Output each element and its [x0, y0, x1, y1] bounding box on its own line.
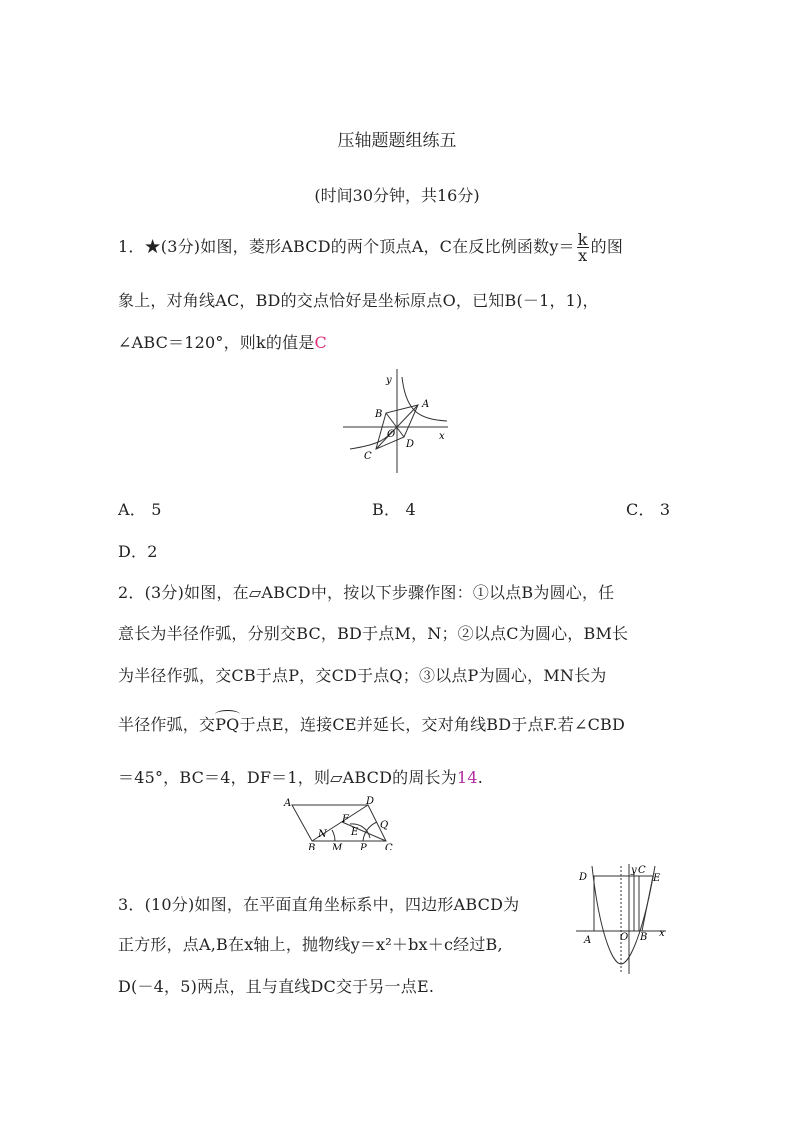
- q3-fig-c: C: [638, 865, 646, 876]
- q1-line1: [118, 232, 623, 263]
- q2-fig-c: C: [385, 843, 393, 850]
- q2-answer: 14: [456, 768, 478, 787]
- q1-option-d: D．2: [118, 542, 158, 561]
- q3-fig-a: A: [584, 935, 592, 946]
- q1-line3: [118, 330, 327, 353]
- q1-fig-o: O: [387, 429, 396, 440]
- q2-figure: [280, 794, 400, 850]
- q1-text-a: 1．★(3分)如图，菱形ABCD的两个顶点A，C在反比例函数y＝: [118, 237, 575, 256]
- q1-fig-a: A: [422, 399, 430, 410]
- q1-text-b: 的图: [590, 237, 624, 256]
- q2-line4-a: 半径作弧，交: [118, 715, 216, 734]
- q1-answer: C: [314, 333, 327, 352]
- q1-fig-x-label: x: [439, 431, 445, 442]
- q2-fig-e: E: [351, 827, 359, 838]
- q1-fig-d: D: [406, 439, 415, 450]
- q1-frac-den: x: [578, 246, 588, 265]
- q3-line1: 3．(10分)如图，在平面直角坐标系中，四边形ABCD为: [118, 895, 520, 914]
- q2-line2: 意长为半径作弧，分别交BC，BD于点M，N；②以点C为圆心，BM长: [118, 624, 629, 643]
- q2-arc-pq: PQ: [215, 715, 240, 734]
- q3-line3: D(－4，5)两点，且与直线DC交于另一点E.: [118, 977, 435, 996]
- q1-fig-c: C: [364, 451, 372, 462]
- q2-arc-mn: [332, 830, 335, 841]
- page-title: 压轴题题组练五: [337, 131, 457, 151]
- q2-fig-q: Q: [380, 820, 389, 831]
- q2-line4-b: 于点E，连接CE并延长，交对角线BD于点F.若∠CBD: [239, 715, 626, 734]
- q2-fig-d: D: [366, 796, 375, 807]
- q3-fig-o: O: [620, 932, 629, 943]
- q3-fig-x-label: x: [659, 928, 665, 939]
- q3-fig-e: E: [653, 873, 661, 884]
- q1-fig-b: B: [375, 409, 383, 420]
- q3-fig-d: D: [579, 872, 588, 883]
- q1-fig-y-label: y: [386, 375, 392, 386]
- q1-line2: 象上，对角线AC，BD的交点恰好是坐标原点O，已知B(－1，1)，: [118, 291, 599, 310]
- q2-line1: 2．(3分)如图，在▱ABCD中，按以下步骤作图：①以点B为圆心，任: [118, 583, 615, 602]
- q2-fig-b: B: [308, 843, 316, 850]
- page-subtitle: (时间30分钟，共16分): [314, 186, 480, 205]
- q2-line5-a: ＝45°，BC＝4，DF＝1，则▱ABCD的周长为: [118, 768, 457, 787]
- q2-line3: 为半径作弧，交CB于点P，交CD于点Q；③以点P为圆心，MN长为: [118, 666, 607, 685]
- q3-fig-b: B: [640, 932, 648, 943]
- q1-line3-text: ∠ABC＝120°，则k的值是: [118, 333, 315, 352]
- q1-frac-num: k: [577, 230, 588, 249]
- q2-fig-f: F: [342, 814, 349, 825]
- q2-line5: [118, 765, 483, 788]
- q3-line-eb: [642, 876, 653, 931]
- q2-line5-b: .: [477, 768, 483, 787]
- q1-curve-lower: [350, 431, 392, 449]
- q1-figure: [340, 365, 455, 477]
- q2-fig-m: M: [332, 843, 343, 850]
- q3-square: [594, 876, 639, 931]
- q3-line2: 正方形，点A,B在x轴上，抛物线y＝x²＋bx＋c经过B,: [118, 935, 503, 954]
- q2-fig-p: P: [360, 843, 367, 850]
- q3-figure: [574, 860, 674, 980]
- q1-fraction: [577, 232, 589, 263]
- q2-line4: [118, 712, 625, 735]
- q3-fig-y-label: y: [631, 865, 637, 876]
- q1-option-b: B． 4: [372, 500, 416, 519]
- q2-parallelogram: [292, 805, 389, 841]
- q2-fig-n: N: [318, 829, 327, 840]
- q1-option-a: A． 5: [118, 500, 162, 519]
- q2-fig-a: A: [284, 798, 292, 809]
- q1-option-c: C． 3: [626, 500, 671, 519]
